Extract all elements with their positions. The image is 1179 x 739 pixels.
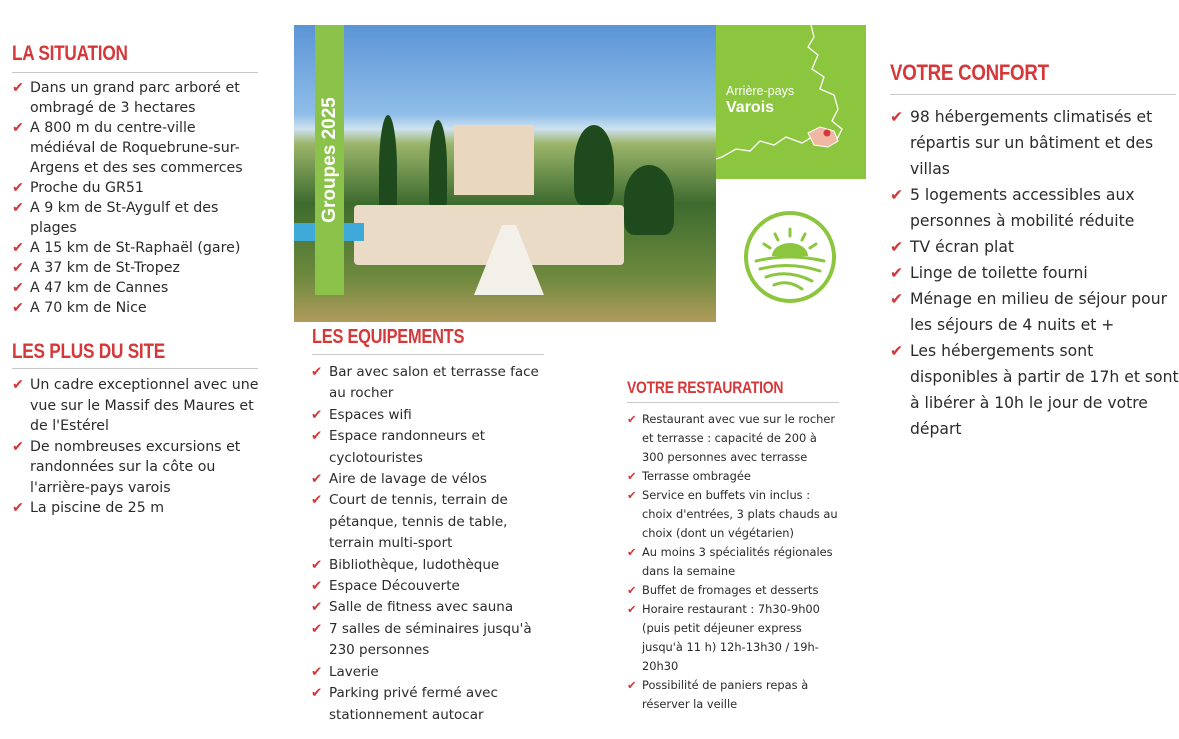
check-icon: ✔ [890,238,904,256]
divider [12,72,258,73]
check-icon: ✔ [12,500,24,516]
list-item-text: Linge de toilette fourni [910,264,1088,282]
list-item-text: Espace Découverte [329,578,460,595]
section-title: LES PLUS DU SITE [12,340,165,363]
check-icon: ✔ [12,280,24,296]
list-item-text: La piscine de 25 m [30,500,165,516]
list-item-text: A 70 km de Nice [30,300,147,316]
check-icon: ✔ [627,488,637,502]
check-icon: ✔ [890,264,904,282]
list-item [12,258,262,278]
list-item-text: A 15 km de St-Raphaël (gare) [30,240,241,256]
list-item-text: Bar avec salon et terrasse face au rocher [329,364,539,402]
list-item [627,676,842,714]
list-item-text: Service en buffets vin inclus : choix d'entrées, 3 plats chauds au choix (dont un végétarien) [642,488,838,540]
photo-band [315,25,344,295]
list-item [311,662,551,683]
bullet-list [12,375,267,519]
bullet-list [311,362,551,726]
list-item-text: De nombreuses excursions et randonnées sur la côte ou l'arrière-pays varois [30,438,241,496]
location-marker [824,130,831,137]
list-item [627,600,842,676]
list-item [890,338,1179,442]
list-item [311,555,551,576]
check-icon: ✔ [12,80,24,96]
check-icon: ✔ [627,678,637,692]
list-item [12,198,262,238]
list-item [311,469,551,490]
check-icon: ✔ [890,186,904,204]
check-icon: ✔ [311,685,323,702]
bullet-list [627,410,842,714]
list-item [890,286,1179,338]
check-icon: ✔ [627,545,637,559]
check-icon: ✔ [311,663,323,680]
list-item-text: Buffet de fromages et desserts [642,583,819,597]
list-item [12,118,262,178]
list-item [12,278,262,298]
section-title: VOTRE CONFORT [890,60,1049,85]
list-item [12,78,262,118]
hotel-photo [294,25,716,322]
check-icon: ✔ [890,342,904,360]
list-item-text: Salle de fitness avec sauna [329,599,514,616]
section-title: LA SITUATION [12,42,128,65]
check-icon: ✔ [311,620,323,637]
check-icon: ✔ [311,556,323,573]
list-item [890,234,1179,260]
list-item-text: Espaces wifi [329,406,412,423]
section-title: VOTRE RESTAURATION [627,378,784,397]
list-item-text: A 9 km de St-Aygulf et des plages [30,200,219,236]
list-item-text: Espace randonneurs et cyclotouristes [329,428,486,466]
list-item [311,597,551,618]
list-item [627,486,842,543]
list-item [311,683,551,726]
tree [624,165,674,235]
check-icon: ✔ [890,290,904,308]
check-icon: ✔ [627,583,637,597]
list-item-text: 5 logements accessibles aux personnes à mobilité réduite [910,186,1135,230]
check-icon: ✔ [311,406,323,423]
main-building [454,125,534,195]
list-item [311,490,551,554]
bullet-list [890,104,1179,442]
list-item [12,498,267,519]
list-item [627,467,842,486]
list-item-text: 7 salles de séminaires jusqu'à 230 personnes [329,620,532,659]
check-icon: ✔ [627,469,637,483]
map-label-region: Arrière-pays [726,84,795,98]
list-item-text: Proche du GR51 [30,180,144,196]
region-map [716,25,866,179]
sun-over-fields-icon [742,209,838,305]
band-label: Groupes 2025 [318,97,340,223]
list-item [890,104,1179,182]
check-icon: ✔ [12,438,24,455]
list-item [12,375,267,437]
list-item-text: Parking privé fermé avec stationnement autocar [329,685,498,723]
list-item-text: 98 hébergements climatisés et répartis sur un bâtiment et des villas [910,108,1154,178]
list-item [12,178,262,198]
check-icon: ✔ [12,120,24,136]
check-icon: ✔ [311,599,323,616]
check-icon: ✔ [311,364,323,380]
list-item-text: Dans un grand parc arboré et ombragé de 3 hectares [30,80,240,116]
list-item-text: A 47 km de Cannes [30,280,169,296]
list-item [627,410,842,467]
list-item-text: TV écran plat [910,238,1015,256]
terrace-building [354,205,624,265]
check-icon: ✔ [890,108,904,126]
list-item-text: Ménage en milieu de séjour pour les séjours de 4 nuits et + [910,290,1168,334]
list-item-text: Bibliothèque, ludothèque [329,556,500,573]
divider [312,354,544,355]
list-item [311,362,551,405]
list-item [12,298,262,318]
list-item [12,437,267,499]
list-item-text: Horaire restaurant : 7h30-9h00 (puis petit déjeuner express jusqu'à 11 h) 12h-13h30 / 19h-20h30 [642,602,820,673]
divider [12,368,258,369]
list-item-text: Les hébergements sont disponibles à partir de 17h et sont à libérer à 10h le jour de votre départ [910,342,1179,438]
check-icon: ✔ [311,492,323,509]
list-item-text: Court de tennis, terrain de pétanque, tennis de table, terrain multi-sport [329,492,508,552]
list-item-text: Possibilité de paniers repas à réserver la veille [642,678,809,711]
cypress-tree [429,120,447,215]
list-item [311,576,551,597]
list-item [890,260,1179,286]
list-item-text: Au moins 3 spécialités régionales dans la semaine [642,545,833,578]
check-icon: ✔ [12,180,24,196]
divider [890,94,1176,95]
list-item [311,619,551,662]
check-icon: ✔ [311,428,323,445]
list-item-text: Restaurant avec vue sur le rocher et terrasse : capacité de 200 à 300 personnes avec terrasse [642,412,836,464]
list-item-text: Aire de lavage de vélos [329,471,487,488]
tree [574,125,614,205]
section-title: LES EQUIPEMENTS [312,326,465,348]
check-icon: ✔ [12,377,24,393]
check-icon: ✔ [311,471,323,488]
list-item-text: Terrasse ombragée [642,469,751,483]
check-icon: ✔ [311,578,323,595]
list-item-text: Laverie [329,663,379,680]
list-item [890,182,1179,234]
divider [627,402,839,403]
check-icon: ✔ [12,300,24,316]
check-icon: ✔ [627,412,637,426]
list-item-text: Un cadre exceptionnel avec une vue sur le Massif des Maures et de l'Estérel [30,377,259,434]
check-icon: ✔ [12,240,24,256]
list-item [311,405,551,426]
map-label-name: Varois [726,99,775,116]
bullet-list [12,78,262,318]
check-icon: ✔ [12,200,24,216]
list-item-text: A 800 m du centre-ville médiéval de Roquebrune-sur-Argens et des ses commerces [30,120,243,176]
check-icon: ✔ [12,260,24,276]
list-item-text: A 37 km de St-Tropez [30,260,180,276]
list-item [12,238,262,258]
check-icon: ✔ [627,602,637,616]
list-item [627,543,842,581]
list-item [627,581,842,600]
list-item [311,426,551,469]
